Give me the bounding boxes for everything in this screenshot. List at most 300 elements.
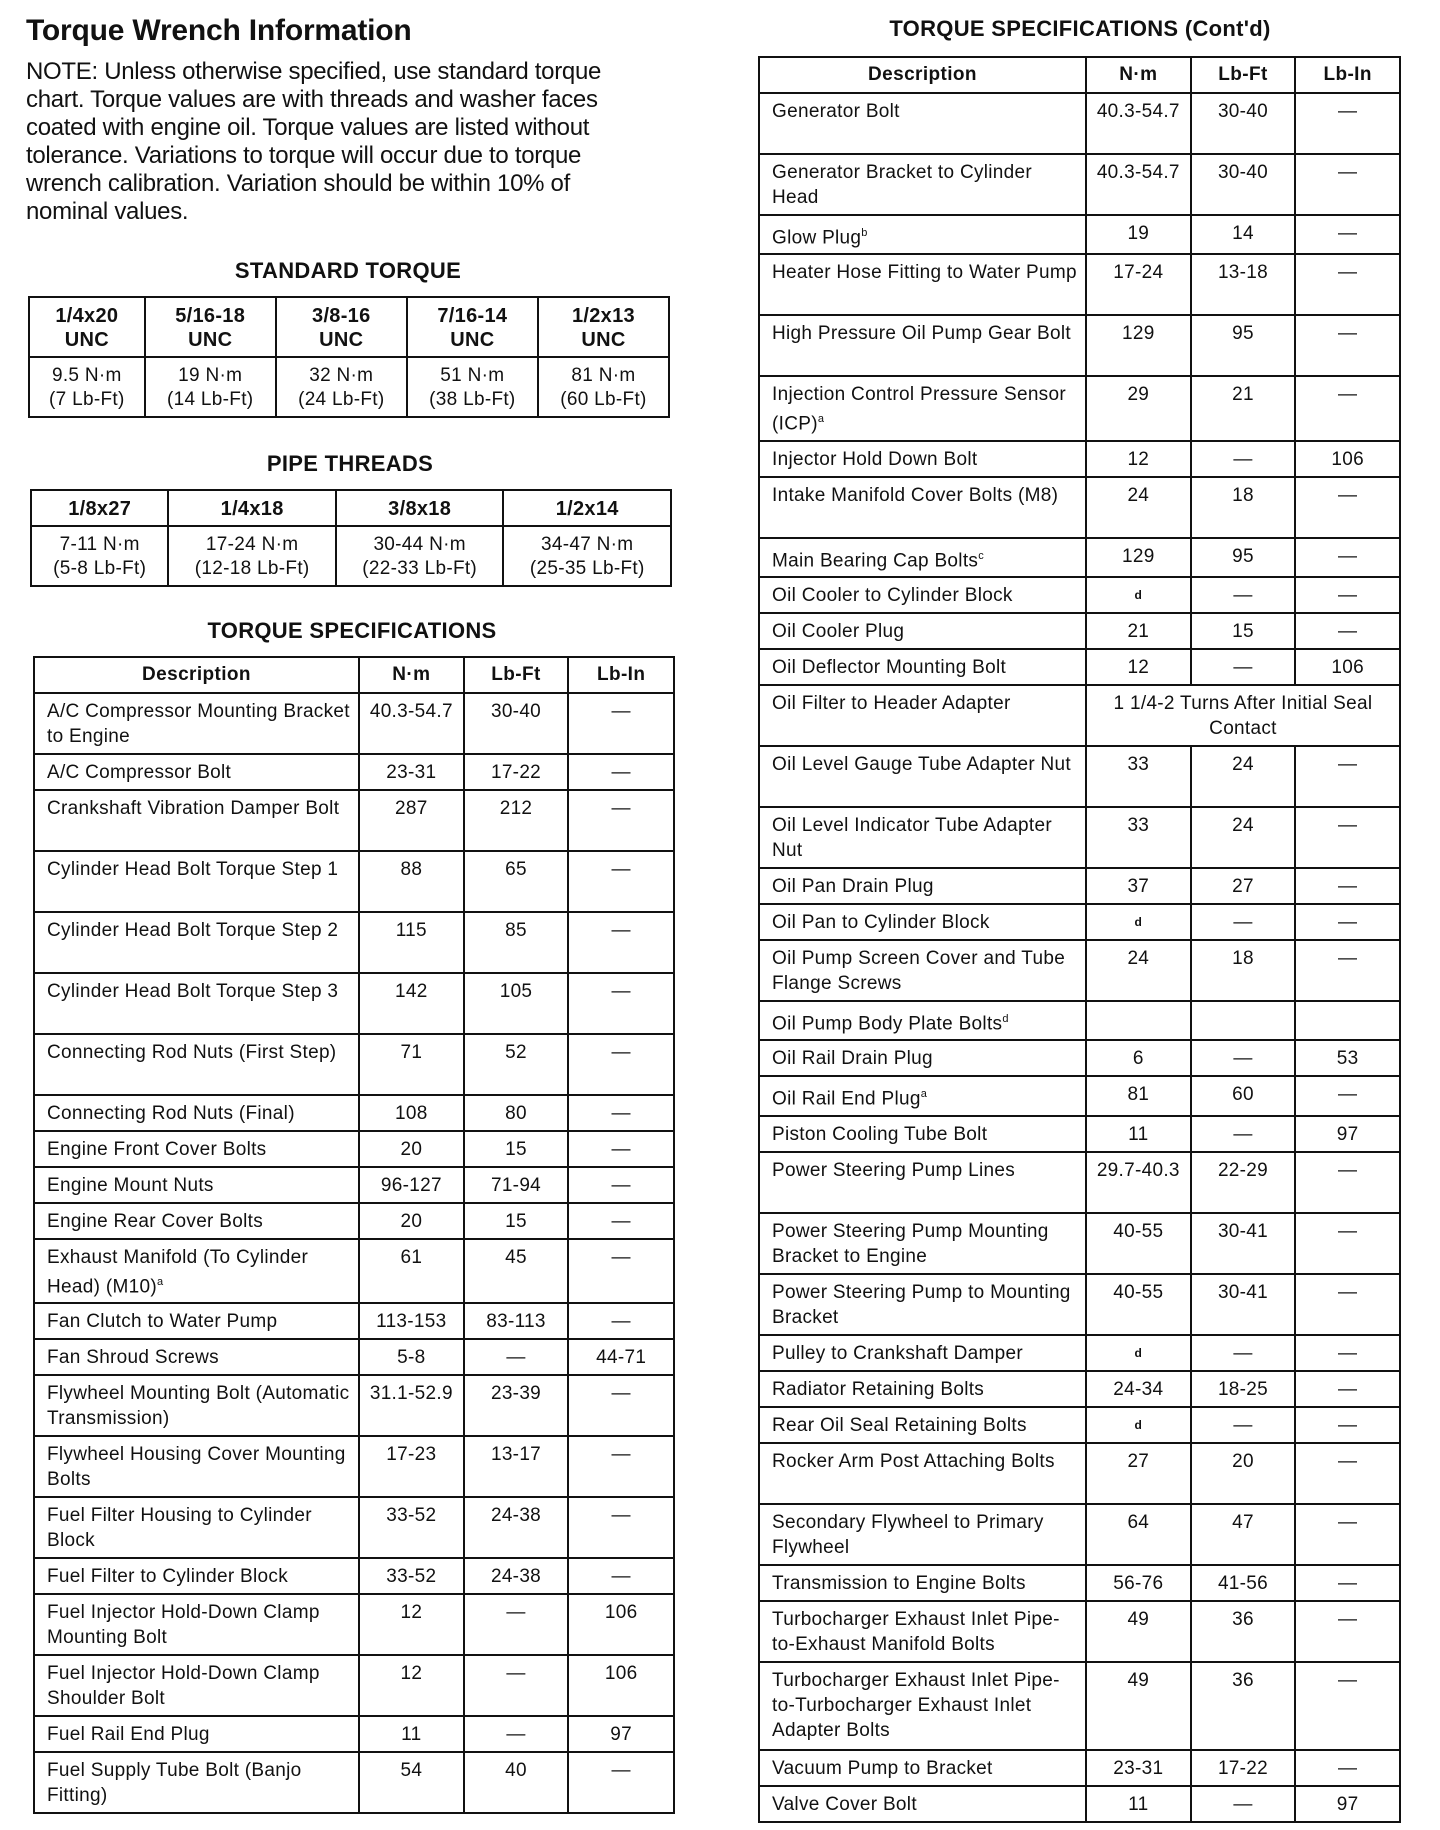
lbin-cell: — xyxy=(568,912,674,973)
lbin-cell: — xyxy=(568,851,674,912)
lbin-cell: 97 xyxy=(1295,1116,1400,1152)
lbin-cell: — xyxy=(568,1131,674,1167)
lbin-cell: — xyxy=(1295,254,1400,315)
nm-header: N·m xyxy=(359,657,464,693)
lbft-cell: 17-22 xyxy=(464,754,569,790)
torque-specs-title: TORQUE SPECIFICATIONS xyxy=(207,618,497,643)
nm-cell: 129 xyxy=(1086,315,1191,376)
description-cell: Exhaust Manifold (To Cylinder Head) $(M10)^a$ xyxy=(34,1239,359,1303)
lbin-cell: — xyxy=(1295,315,1400,376)
lbin-cell: — xyxy=(1295,1076,1400,1115)
table-row xyxy=(759,1371,1400,1407)
table-row xyxy=(759,1750,1400,1786)
description-cell: Cylinder Head Bolt Torque Step 3 xyxy=(34,973,359,1034)
lbin-cell: — xyxy=(568,1303,674,1339)
value-cell: 9.5 N·m (7 Lb-Ft) xyxy=(29,357,145,417)
lbft-cell: — xyxy=(1191,1040,1296,1076)
lbft-cell: 40 xyxy=(464,1752,569,1813)
lbin-cell: — xyxy=(1295,477,1400,538)
nm-cell: 33 xyxy=(1086,807,1191,868)
lbin-cell: — xyxy=(1295,1443,1400,1504)
table-row xyxy=(759,1443,1400,1504)
nm-cell xyxy=(1086,1001,1191,1040)
nm-cell: 12 xyxy=(359,1594,464,1655)
nm-cell: 40.3-54.7 xyxy=(1086,93,1191,154)
table-row xyxy=(34,1558,674,1594)
lbft-cell: 18-25 xyxy=(1191,1371,1296,1407)
description-cell: Oil Pan Drain Plug xyxy=(759,868,1086,904)
torque-note: NOTE: Unless otherwise specified, use standard torque chart. Torque values are with threads and washer faces coated with engine oil. Torque values are listed without tolerance. Variations to torque will occur due to torque wrench calibration. Variation should be within 10% of nominal values. xyxy=(26,58,602,225)
lbft-cell: — xyxy=(464,1655,569,1716)
table-row xyxy=(759,215,1400,254)
lbin-cell: — xyxy=(568,1375,674,1436)
description-cell: Turbocharger Exhaust Inlet Pipe-to-Exhaust Manifold Bolts xyxy=(759,1601,1086,1662)
table-row xyxy=(759,940,1400,1001)
lbft-cell: 30-40 xyxy=(1191,93,1296,154)
table-row xyxy=(759,315,1400,376)
nm-cell: 33-52 xyxy=(359,1558,464,1594)
description-cell: Fuel Injector Hold-Down Clamp Mounting Bolt xyxy=(34,1594,359,1655)
table-row xyxy=(759,904,1400,940)
table-row xyxy=(34,1167,674,1203)
lbft-cell: 30-41 xyxy=(1191,1274,1296,1335)
nm-cell: 11 xyxy=(1086,1116,1191,1152)
size-cell: 3/8x18 xyxy=(336,490,504,526)
lbin-header: Lb-In xyxy=(568,657,674,693)
footnote-marker: a xyxy=(920,1088,928,1101)
nm-cell: 96-127 xyxy=(359,1167,464,1203)
table-row xyxy=(759,1565,1400,1601)
footnote-marker: c xyxy=(978,549,985,562)
table-row xyxy=(759,868,1400,904)
standard-torque-size-row xyxy=(29,297,669,357)
lbin-cell xyxy=(1295,1001,1400,1040)
nm-cell: 33-52 xyxy=(359,1497,464,1558)
lbin-cell: — xyxy=(1295,613,1400,649)
lbin-cell: — xyxy=(1295,1213,1400,1274)
table-row xyxy=(34,1716,674,1752)
description-cell: High Pressure Oil Pump Gear Bolt xyxy=(759,315,1086,376)
nm-cell: 64 xyxy=(1086,1504,1191,1565)
lbin-cell: 106 xyxy=(1295,649,1400,685)
lbin-cell: 97 xyxy=(568,1716,674,1752)
table-row xyxy=(34,1239,674,1303)
table-row xyxy=(759,1504,1400,1565)
description-cell: Pulley to Crankshaft Damper xyxy=(759,1335,1086,1371)
size-cell: 3/8-16 UNC xyxy=(276,297,407,357)
nm-cell: 49 xyxy=(1086,1662,1191,1750)
nm-cell: 129 xyxy=(1086,538,1191,577)
nm-cell: 37 xyxy=(1086,868,1191,904)
size-cell: 1/2x13 UNC xyxy=(538,297,669,357)
nm-cell: 5-8 xyxy=(359,1339,464,1375)
nm-cell: 27 xyxy=(1086,1443,1191,1504)
lbft-cell: — xyxy=(1191,1335,1296,1371)
lbft-cell: 30-40 xyxy=(464,693,569,754)
description-cell: Fuel Filter Housing to Cylinder Block xyxy=(34,1497,359,1558)
lbft-cell: 17-22 xyxy=(1191,1750,1296,1786)
lbin-cell: — xyxy=(1295,1565,1400,1601)
lbin-cell: — xyxy=(1295,154,1400,215)
torque-specs-body xyxy=(34,693,674,1813)
table-row xyxy=(34,1497,674,1558)
description-cell: Secondary Flywheel to Primary Flywheel xyxy=(759,1504,1086,1565)
lbft-cell: — xyxy=(1191,1407,1296,1443)
lbin-cell: — xyxy=(1295,376,1400,440)
lbft-cell: 212 xyxy=(464,790,569,851)
page-title: Torque Wrench Information xyxy=(26,14,412,47)
value-cell: 30-44 N·m (22-33 Lb-Ft) xyxy=(336,526,504,586)
description-cell: Intake Manifold Cover Bolts (M8) xyxy=(759,477,1086,538)
lbft-cell: 15 xyxy=(464,1131,569,1167)
torque-specs-contd-table xyxy=(758,56,1401,1823)
nm-cell: 33 xyxy=(1086,746,1191,807)
value-cell: 51 N·m (38 Lb-Ft) xyxy=(407,357,538,417)
table-row xyxy=(34,1375,674,1436)
pipe-threads-table xyxy=(30,489,672,587)
description-cell: Oil Filter to Header Adapter xyxy=(759,685,1086,746)
table-row xyxy=(34,851,674,912)
lbin-cell: — xyxy=(1295,538,1400,577)
description-cell: Piston Cooling Tube Bolt xyxy=(759,1116,1086,1152)
lbft-cell: 105 xyxy=(464,973,569,1034)
lbin-cell: 106 xyxy=(1295,441,1400,477)
lbin-cell: — xyxy=(568,1239,674,1303)
lbin-cell: — xyxy=(1295,1504,1400,1565)
lbin-header: Lb-In xyxy=(1295,57,1400,93)
description-cell: Valve Cover Bolt xyxy=(759,1786,1086,1822)
size-cell: 1/4x20 UNC xyxy=(29,297,145,357)
lbft-cell: 24 xyxy=(1191,807,1296,868)
lbin-cell: — xyxy=(1295,1750,1400,1786)
description-cell: Engine Rear Cover Bolts xyxy=(34,1203,359,1239)
lbft-cell: — xyxy=(464,1594,569,1655)
table-row xyxy=(34,1339,674,1375)
description-cell: Crankshaft Vibration Damper Bolt xyxy=(34,790,359,851)
nm-cell: 56-76 xyxy=(1086,1565,1191,1601)
size-cell: 5/16-18 UNC xyxy=(145,297,276,357)
description-cell: Turbocharger Exhaust Inlet Pipe-to-Turbocharger Exhaust Inlet Adapter Bolts xyxy=(759,1662,1086,1750)
lbin-cell: — xyxy=(568,1095,674,1131)
table-row xyxy=(34,1594,674,1655)
nm-cell: 31.1-52.9 xyxy=(359,1375,464,1436)
lbft-cell: 52 xyxy=(464,1034,569,1095)
size-cell: 1/2x14 xyxy=(503,490,671,526)
table-row xyxy=(759,1274,1400,1335)
lbft-cell: 36 xyxy=(1191,1601,1296,1662)
nm-cell: 61 xyxy=(359,1239,464,1303)
lbin-cell: — xyxy=(1295,904,1400,940)
description-cell: Fuel Filter to Cylinder Block xyxy=(34,1558,359,1594)
table-row xyxy=(759,1662,1400,1750)
lbin-cell: — xyxy=(568,693,674,754)
footnote-marker: b xyxy=(861,227,868,239)
description-cell: Cylinder Head Bolt Torque Step 2 xyxy=(34,912,359,973)
lbft-cell: 24-38 xyxy=(464,1497,569,1558)
table-row xyxy=(759,649,1400,685)
lbft-cell: 20 xyxy=(1191,1443,1296,1504)
table-row xyxy=(759,441,1400,477)
lbft-cell: — xyxy=(1191,577,1296,613)
nm-cell: 54 xyxy=(359,1752,464,1813)
lbft-cell: 24 xyxy=(1191,746,1296,807)
nm-cell: 17-23 xyxy=(359,1436,464,1497)
description-cell: Flywheel Mounting Bolt (Automatic Transmission) xyxy=(34,1375,359,1436)
value-cell: 17-24 N·m (12-18 Lb-Ft) xyxy=(168,526,336,586)
table-row xyxy=(34,912,674,973)
lbft-cell: 65 xyxy=(464,851,569,912)
description-cell: Oil Deflector Mounting Bolt xyxy=(759,649,1086,685)
description-cell: Glow Plug$^b$ xyxy=(759,215,1086,254)
lbft-cell: — xyxy=(1191,649,1296,685)
description-cell: Fan Clutch to Water Pump xyxy=(34,1303,359,1339)
table-row xyxy=(34,1303,674,1339)
size-cell: 1/4x18 xyxy=(168,490,336,526)
lbin-cell: — xyxy=(1295,1662,1400,1750)
lbin-cell: 97 xyxy=(1295,1786,1400,1822)
nm-cell: 88 xyxy=(359,851,464,912)
description-cell: Fuel Injector Hold-Down Clamp Shoulder Bolt xyxy=(34,1655,359,1716)
description-cell: Fuel Rail End Plug xyxy=(34,1716,359,1752)
lbft-header: Lb-Ft xyxy=(1191,57,1296,93)
lbft-cell: 13-18 xyxy=(1191,254,1296,315)
nm-cell: 113-153 xyxy=(359,1303,464,1339)
footnote-marker: a xyxy=(156,1276,164,1288)
description-cell: Main Bearing Cap Bolts$^c$ xyxy=(759,538,1086,577)
lbin-cell: — xyxy=(1295,1152,1400,1213)
table-row xyxy=(759,254,1400,315)
nm-cell: 40.3-54.7 xyxy=(1086,154,1191,215)
lbft-cell: 21 xyxy=(1191,376,1296,440)
table-row xyxy=(759,807,1400,868)
standard-torque-value-row xyxy=(29,357,669,417)
lbft-cell: 27 xyxy=(1191,868,1296,904)
lbin-cell: — xyxy=(1295,577,1400,613)
table-row xyxy=(34,973,674,1034)
lbft-cell: 30-41 xyxy=(1191,1213,1296,1274)
lbft-cell: 36 xyxy=(1191,1662,1296,1750)
torque-specs-contd-body xyxy=(759,93,1400,1822)
span-value-cell: 1 1/4-2 Turns After Initial Seal Contact xyxy=(1086,685,1400,746)
value-cell: 32 N·m (24 Lb-Ft) xyxy=(276,357,407,417)
table-row xyxy=(34,1655,674,1716)
lbft-cell: — xyxy=(464,1716,569,1752)
table-row xyxy=(759,477,1400,538)
pipe-threads-title: PIPE THREADS xyxy=(266,451,434,476)
nm-cell: 49 xyxy=(1086,1601,1191,1662)
standard-torque-table xyxy=(28,296,670,418)
lbin-cell: — xyxy=(1295,807,1400,868)
size-cell: 1/8x27 xyxy=(31,490,168,526)
lbft-cell: — xyxy=(1191,1116,1296,1152)
nm-cell: 40-55 xyxy=(1086,1274,1191,1335)
footnote-marker: d xyxy=(1002,1012,1009,1025)
nm-cell: d xyxy=(1086,1335,1191,1371)
nm-cell: 17-24 xyxy=(1086,254,1191,315)
description-cell: A/C Compressor Bolt xyxy=(34,754,359,790)
nm-cell: d xyxy=(1086,577,1191,613)
lbft-cell: 13-17 xyxy=(464,1436,569,1497)
lbin-cell: — xyxy=(1295,1274,1400,1335)
description-cell: Oil Level Gauge Tube Adapter Nut xyxy=(759,746,1086,807)
table-row xyxy=(759,685,1400,746)
lbin-cell: — xyxy=(568,1034,674,1095)
description-cell: Rear Oil Seal Retaining Bolts xyxy=(759,1407,1086,1443)
description-cell: Injection Control Pressure Sensor (ICP)$^a$ xyxy=(759,376,1086,440)
description-cell: Engine Mount Nuts xyxy=(34,1167,359,1203)
nm-cell: 40.3-54.7 xyxy=(359,693,464,754)
nm-cell: 20 xyxy=(359,1131,464,1167)
lbft-cell: 41-56 xyxy=(1191,1565,1296,1601)
nm-cell: 20 xyxy=(359,1203,464,1239)
table-row xyxy=(759,1213,1400,1274)
description-cell: Oil Level Indicator Tube Adapter Nut xyxy=(759,807,1086,868)
value-cell: 81 N·m (60 Lb-Ft) xyxy=(538,357,669,417)
nm-cell: 23-31 xyxy=(359,754,464,790)
nm-cell: 29.7-40.3 xyxy=(1086,1152,1191,1213)
lbft-cell: — xyxy=(1191,1786,1296,1822)
lbin-cell: — xyxy=(1295,746,1400,807)
table-row xyxy=(34,1752,674,1813)
nm-cell: 108 xyxy=(359,1095,464,1131)
table-row xyxy=(759,376,1400,440)
table-header-row xyxy=(34,657,674,693)
lbin-cell: — xyxy=(568,790,674,851)
table-row xyxy=(759,1786,1400,1822)
table-row xyxy=(759,1335,1400,1371)
standard-torque-title: STANDARD TORQUE xyxy=(234,258,462,283)
table-row xyxy=(34,1131,674,1167)
description-cell: Power Steering Pump Lines xyxy=(759,1152,1086,1213)
value-cell: 19 N·m (14 Lb-Ft) xyxy=(145,357,276,417)
nm-cell: 6 xyxy=(1086,1040,1191,1076)
nm-cell: 12 xyxy=(1086,649,1191,685)
lbft-cell: 30-40 xyxy=(1191,154,1296,215)
torque-specs-table xyxy=(33,656,675,1814)
torque-specs-contd-title: TORQUE SPECIFICATIONS (Cont'd) xyxy=(889,16,1271,41)
table-row xyxy=(759,1407,1400,1443)
description-cell: Heater Hose Fitting to Water Pump xyxy=(759,254,1086,315)
lbin-cell: 106 xyxy=(568,1655,674,1716)
description-header: Description xyxy=(759,57,1086,93)
lbin-cell: — xyxy=(568,1558,674,1594)
nm-cell: 24 xyxy=(1086,477,1191,538)
table-row xyxy=(34,1436,674,1497)
lbin-cell: — xyxy=(1295,868,1400,904)
lbft-cell: — xyxy=(1191,904,1296,940)
nm-cell: 71 xyxy=(359,1034,464,1095)
table-row xyxy=(759,93,1400,154)
nm-cell: 29 xyxy=(1086,376,1191,440)
lbft-cell: 18 xyxy=(1191,940,1296,1001)
nm-cell: 40-55 xyxy=(1086,1213,1191,1274)
lbin-cell: — xyxy=(568,1203,674,1239)
table-row xyxy=(759,577,1400,613)
table-row xyxy=(34,693,674,754)
lbft-cell: 80 xyxy=(464,1095,569,1131)
nm-header: N·m xyxy=(1086,57,1191,93)
lbft-cell: — xyxy=(1191,441,1296,477)
description-cell: Generator Bracket to Cylinder Head xyxy=(759,154,1086,215)
nm-cell: 12 xyxy=(1086,441,1191,477)
table-row xyxy=(759,1001,1400,1040)
size-cell: 7/16-14 UNC xyxy=(407,297,538,357)
lbin-cell: 106 xyxy=(568,1594,674,1655)
description-cell: Connecting Rod Nuts (First Step) xyxy=(34,1034,359,1095)
nm-cell: 11 xyxy=(359,1716,464,1752)
table-row xyxy=(759,1076,1400,1115)
lbft-cell: 15 xyxy=(1191,613,1296,649)
description-cell: Injector Hold Down Bolt xyxy=(759,441,1086,477)
description-cell: Flywheel Housing Cover Mounting Bolts xyxy=(34,1436,359,1497)
lbft-cell: 71-94 xyxy=(464,1167,569,1203)
lbin-cell: — xyxy=(568,1752,674,1813)
lbin-cell: 44-71 xyxy=(568,1339,674,1375)
lbin-cell: — xyxy=(1295,93,1400,154)
lbft-cell: 95 xyxy=(1191,315,1296,376)
description-cell: Oil Cooler to Cylinder Block xyxy=(759,577,1086,613)
lbft-cell: 45 xyxy=(464,1239,569,1303)
nm-cell: 12 xyxy=(359,1655,464,1716)
lbin-cell: — xyxy=(1295,1407,1400,1443)
lbin-cell: 53 xyxy=(1295,1040,1400,1076)
table-row xyxy=(759,154,1400,215)
lbin-cell: — xyxy=(1295,1371,1400,1407)
lbft-cell: 95 xyxy=(1191,538,1296,577)
lbft-cell: 15 xyxy=(464,1203,569,1239)
value-cell: 7-11 N·m (5-8 Lb-Ft) xyxy=(31,526,168,586)
lbin-cell: — xyxy=(1295,1601,1400,1662)
table-header-row xyxy=(759,57,1400,93)
lbft-cell: 22-29 xyxy=(1191,1152,1296,1213)
lbin-cell: — xyxy=(568,1436,674,1497)
nm-cell: 287 xyxy=(359,790,464,851)
lbft-cell: 24-38 xyxy=(464,1558,569,1594)
table-row xyxy=(34,754,674,790)
description-cell: Engine Front Cover Bolts xyxy=(34,1131,359,1167)
description-cell: A/C Compressor Mounting Bracket to Engine xyxy=(34,693,359,754)
lbin-cell: — xyxy=(568,1497,674,1558)
table-row xyxy=(759,1040,1400,1076)
description-cell: Power Steering Pump to Mounting Bracket xyxy=(759,1274,1086,1335)
lbin-cell: — xyxy=(1295,1335,1400,1371)
lbft-cell: 47 xyxy=(1191,1504,1296,1565)
table-row xyxy=(759,1152,1400,1213)
description-header: Description xyxy=(34,657,359,693)
description-cell: Cylinder Head Bolt Torque Step 1 xyxy=(34,851,359,912)
description-cell: Generator Bolt xyxy=(759,93,1086,154)
nm-cell: 21 xyxy=(1086,613,1191,649)
nm-cell: 11 xyxy=(1086,1786,1191,1822)
table-row xyxy=(34,1095,674,1131)
description-cell: Oil Pump Body Plate Bolts$^d$ xyxy=(759,1001,1086,1040)
lbft-cell: 83-113 xyxy=(464,1303,569,1339)
lbin-cell: — xyxy=(568,1167,674,1203)
lbft-cell: 18 xyxy=(1191,477,1296,538)
table-row xyxy=(759,613,1400,649)
description-cell: Oil Pan to Cylinder Block xyxy=(759,904,1086,940)
description-cell: Fuel Supply Tube Bolt (Banjo Fitting) xyxy=(34,1752,359,1813)
description-cell: Transmission to Engine Bolts xyxy=(759,1565,1086,1601)
lbft-cell: 60 xyxy=(1191,1076,1296,1115)
lbft-cell: 85 xyxy=(464,912,569,973)
lbin-cell: — xyxy=(568,754,674,790)
table-row xyxy=(759,1601,1400,1662)
nm-cell: d xyxy=(1086,1407,1191,1443)
description-cell: Vacuum Pump to Bracket xyxy=(759,1750,1086,1786)
lbft-cell: 14 xyxy=(1191,215,1296,254)
lbin-cell: — xyxy=(1295,215,1400,254)
